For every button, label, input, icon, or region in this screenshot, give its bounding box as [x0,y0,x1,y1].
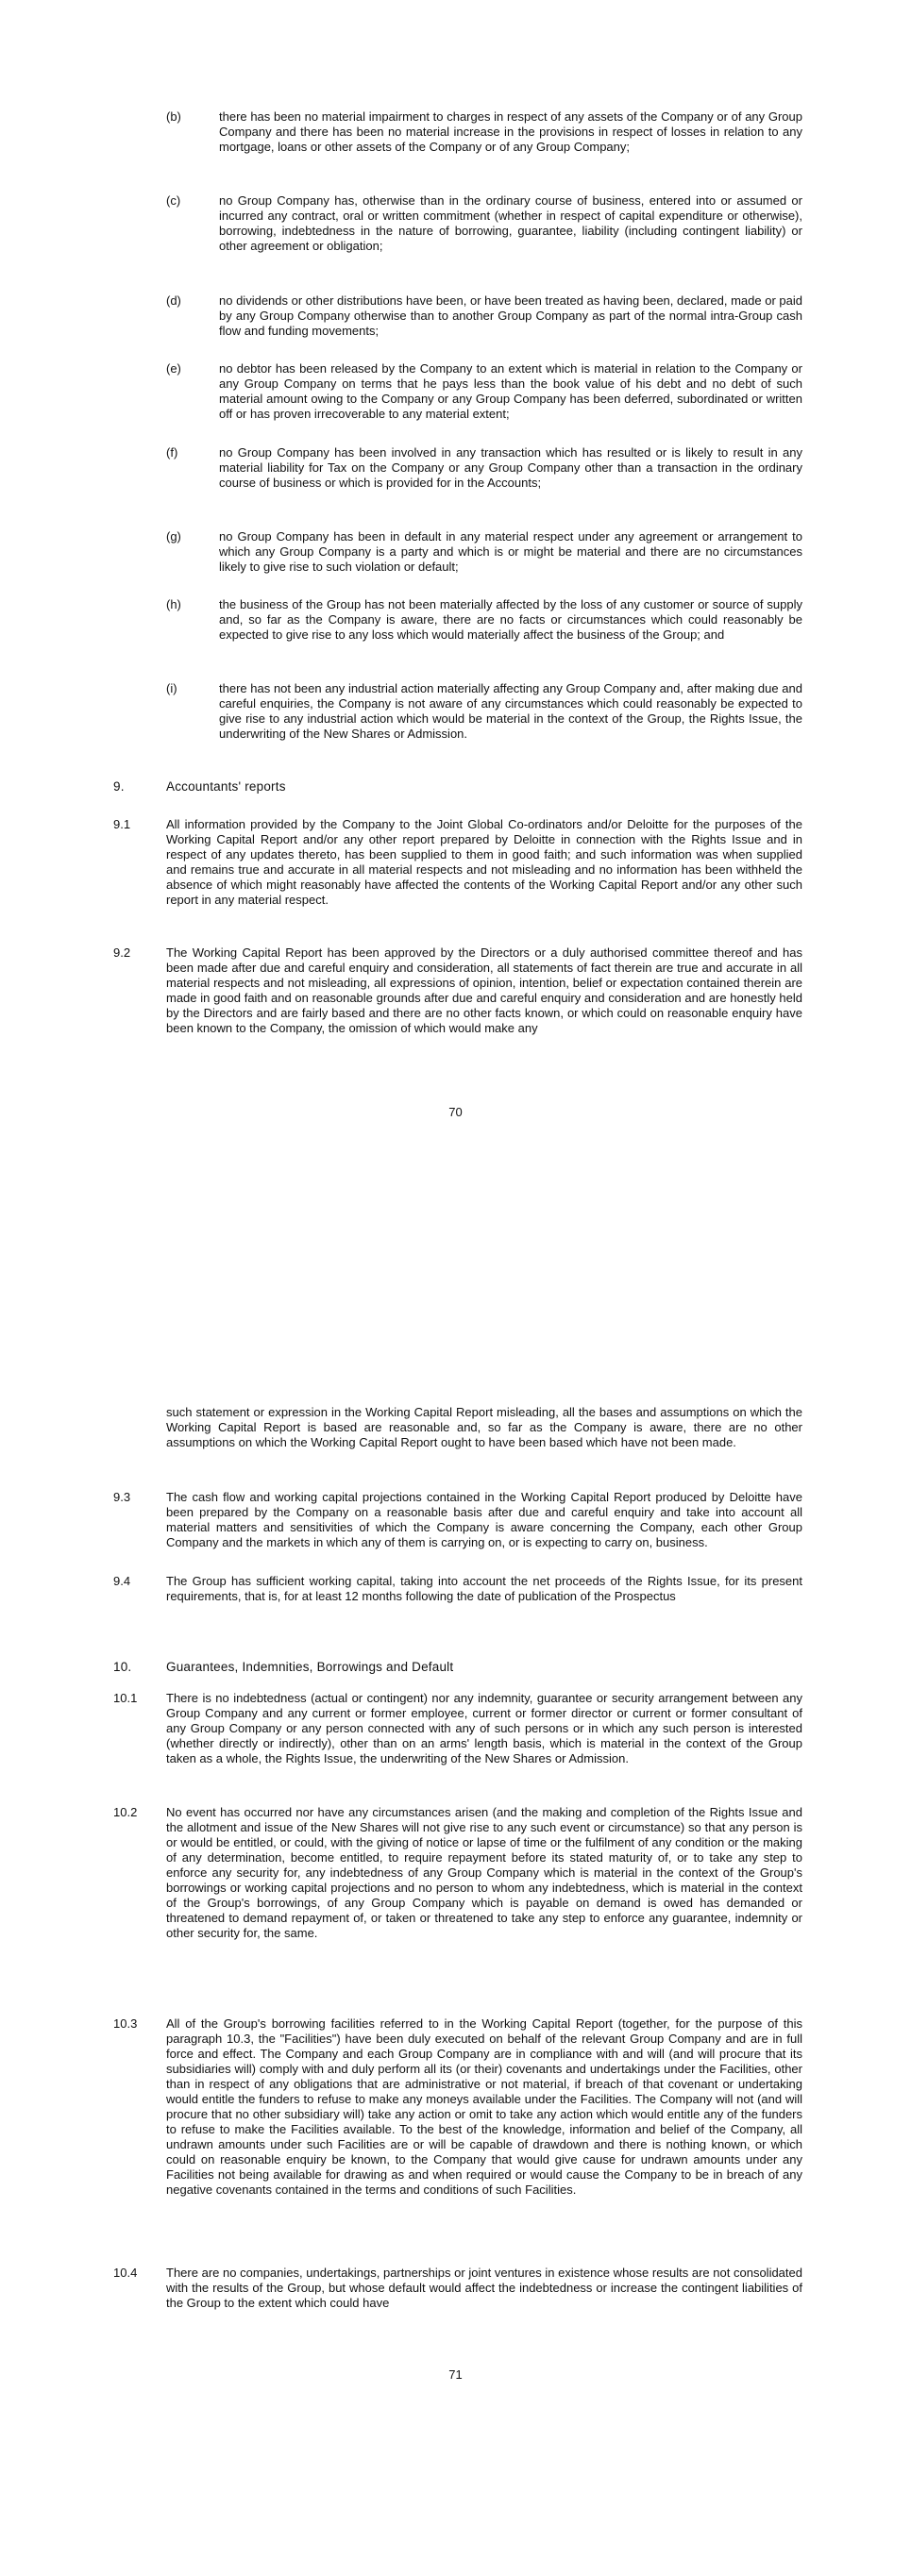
clause-text: All of the Group's borrowing facilities referred to in the Working Capital Report (together, for the purpose of this paragraph 10.3, the "Facilities") have been duly executed on behalf of the relevant Group Company and are in full force and effect. The Company and each Group Company are in compliance with and will (and will procure that its subsidiaries will) comply with and duly perform all its (or their) covenants and undertakings under the Facilities, other than in respect of any obligations that are administrative or not material, if breach of that covenant or undertaking would entitle the funders to refuse to make any moneys available under the Facilities. The Company will not (and will procure that no other subsidiary will) take any action or omit to take any action which would entitle any of the funders to refuse to make the Facilities available. To the best of the knowledge, information and belief of the Company, all undrawn amounts under such Facilities are or will be capable of drawdown and there is nothing known, or which could on reasonable enquiry be known, to the Company that would give cause for undrawn amounts under any Facilities not being available for drawing as and when required or would cause the Company to be in breach of any negative covenants contained in the terms and conditions of such Facilities. [166,2016,802,2197]
item-number: (g) [166,529,181,544]
item-number: (b) [166,109,181,124]
heading-number: 9. [113,779,125,794]
clause-number: 10.3 [113,2016,138,2031]
item-text: no debtor has been released by the Company to an extent which is material in relation to the Company or any Group Company on terms that he pays less than the book value of his debt and no debt of such material amount owing to the Company or any Group Company has been deferred, subordinated or written off or has proven irrecoverable to any material extent; [219,361,802,421]
item-text: no dividends or other distributions have been, or have been treated as having been, declared, made or paid by any Group Company otherwise than to another Group Company as part of the normal intra-Group cash flow and funding movements; [219,293,802,338]
clause-text: No event has occurred nor have any circumstances arisen (and the making and completion of the Rights Issue and the allotment and issue of the New Shares will not give rise to any such event or circumstance) so that any person is or would be entitled, or could, with the giving of notice or lapse of time or the fulfilment of any condition or the making of any determination, become entitled, to require repayment before its stated maturity of, or to take any step to enforce any security for, any indebtedness of any Group Company which is material in the context of the Group's borrowings or working capital projections and no person to whom any indebtedness, which is material in the context of the Group's borrowings, of any Group Company which is payable on demand is owed has demanded or threatened to demand repayment of, or taken or threatened to take any step to enforce any guarantee, indemnity or other security for, the same. [166,1805,802,1940]
item-number: (i) [166,681,177,695]
clause-text: The Group has sufficient working capital, taking into account the net proceeds of the Rights Issue, for its present requirements, that is, for at least 12 months following the date of publication of the Prospectus [166,1574,802,1603]
clause-number: 9.1 [113,817,131,831]
item-number: (h) [166,597,181,611]
item-number: (f) [166,445,178,460]
item-number: (d) [166,293,181,308]
item-text: no Group Company has been involved in any transaction which has resulted or is likely to result in any material liability for Tax on the Company or any Group Company other than a transaction in the ordinary course of business or which is provided for in the Accounts; [219,445,802,490]
clause-text: The cash flow and working capital projections contained in the Working Capital Report produced by Deloitte have been prepared by the Company on a reasonable basis after due and careful enquiry and take into account all material matters and sensitivities of which the Company is aware concerning the Company, each other Group Company and the markets in which any of them is carrying on, or is expecting to carry on, business. [166,1490,802,1549]
heading-text: Guarantees, Indemnities, Borrowings and Default [166,1660,454,1674]
clause-number: 10.2 [113,1805,138,1819]
item-text: no Group Company has, otherwise than in the ordinary course of business, entered into or assumed or incurred any contract, oral or written commitment (whether in respect of capital expenditure or otherwise), borrowing, indebtedness in the nature of borrowing, guarantee, liability (including contingent liability) or other agreement or obligation; [219,193,802,253]
clause-number: 10.1 [113,1691,138,1705]
heading-number: 10. [113,1660,132,1674]
clause-number: 9.4 [113,1574,131,1588]
clause-number: 10.4 [113,2266,138,2280]
item-text: there has not been any industrial action materially affecting any Group Company and, after making due and careful enquiries, the Company is not aware of any circumstances which could reasonably be expected to give rise to any industrial action which would be material in the context of the Group, the Rights Issue, the underwriting of the New Shares or Admission. [219,681,802,741]
page-number: 71 [448,2367,463,2382]
page-number: 70 [448,1105,463,1119]
clause-number: 9.2 [113,945,131,960]
clause-text: The Working Capital Report has been approved by the Directors or a duly authorised committee thereof and has been made after due and careful enquiry and consideration, all statements of fact therein are true and accurate in all material respects and not misleading, all expressions of opinion, intention, belief or expectation contained therein are made in good faith and on reasonable grounds after due and careful enquiry and consideration and are honestly held by the Directors and are fairly based and there are no other facts known, or which could on reasonable enquiry have been known to the Company, the omission of which would make any [166,945,802,1035]
item-text: there has been no material impairment to charges in respect of any assets of the Company or of any Group Company and there has been no material increase in the provisions in respect of losses in relation to any mortgage, loans or other assets of the Company or of any Group Company; [219,109,802,154]
item-text: the business of the Group has not been materially affected by the loss of any customer or source of supply and, so far as the Company is aware, there are no facts or circumstances which could reasonably be expected to give rise to any loss which would materially affect the business of the Group; and [219,597,802,642]
clause-text: All information provided by the Company to the Joint Global Co-ordinators and/or Deloitte for the purposes of the Working Capital Report and/or any other report prepared by Deloitte in connection with the Rights Issue and in respect of any updates thereto, has been supplied to them in good faith; and such information was when supplied and remains true and accurate in all material respects and not misleading and no information has been withheld the absence of which might reasonably have affected the contents of the Working Capital Report and/or any other such report in any material respect. [166,817,802,907]
item-text: no Group Company has been in default in any material respect under any agreement or arrangement to which any Group Company is a party and which is or might be material and there are no circumstances likely to give rise to such violation or default; [219,529,802,574]
clause-text: There is no indebtedness (actual or contingent) nor any indemnity, guarantee or security arrangement between any Group Company and any current or former employee, current or former director or current or former consultant of any Group Company or any person connected with any of such persons or in which any such person is interested (whether directly or indirectly), other than on an arms' length basis, which is material in the context of the Group taken as a whole, the Rights Issue, the underwriting of the New Shares or Admission. [166,1691,802,1765]
page-71 [0,1288,911,2576]
item-number: (c) [166,193,181,208]
item-number: (e) [166,361,181,376]
clause-text: There are no companies, undertakings, partnerships or joint ventures in existence whose results are not consolidated with the results of the Group, but whose default would affect the indebtedness or increase the contingent liabilities of the Group to the extent which could have [166,2266,802,2310]
clause-number: 9.3 [113,1490,131,1504]
heading-text: Accountants' reports [166,779,286,794]
continuation-text: such statement or expression in the Working Capital Report misleading, all the bases and assumptions on which the Working Capital Report is based are reasonable and, so far as the Company is aware, there are no other assumptions on which the Working Capital Report ought to have been based which have not been made. [166,1405,802,1449]
